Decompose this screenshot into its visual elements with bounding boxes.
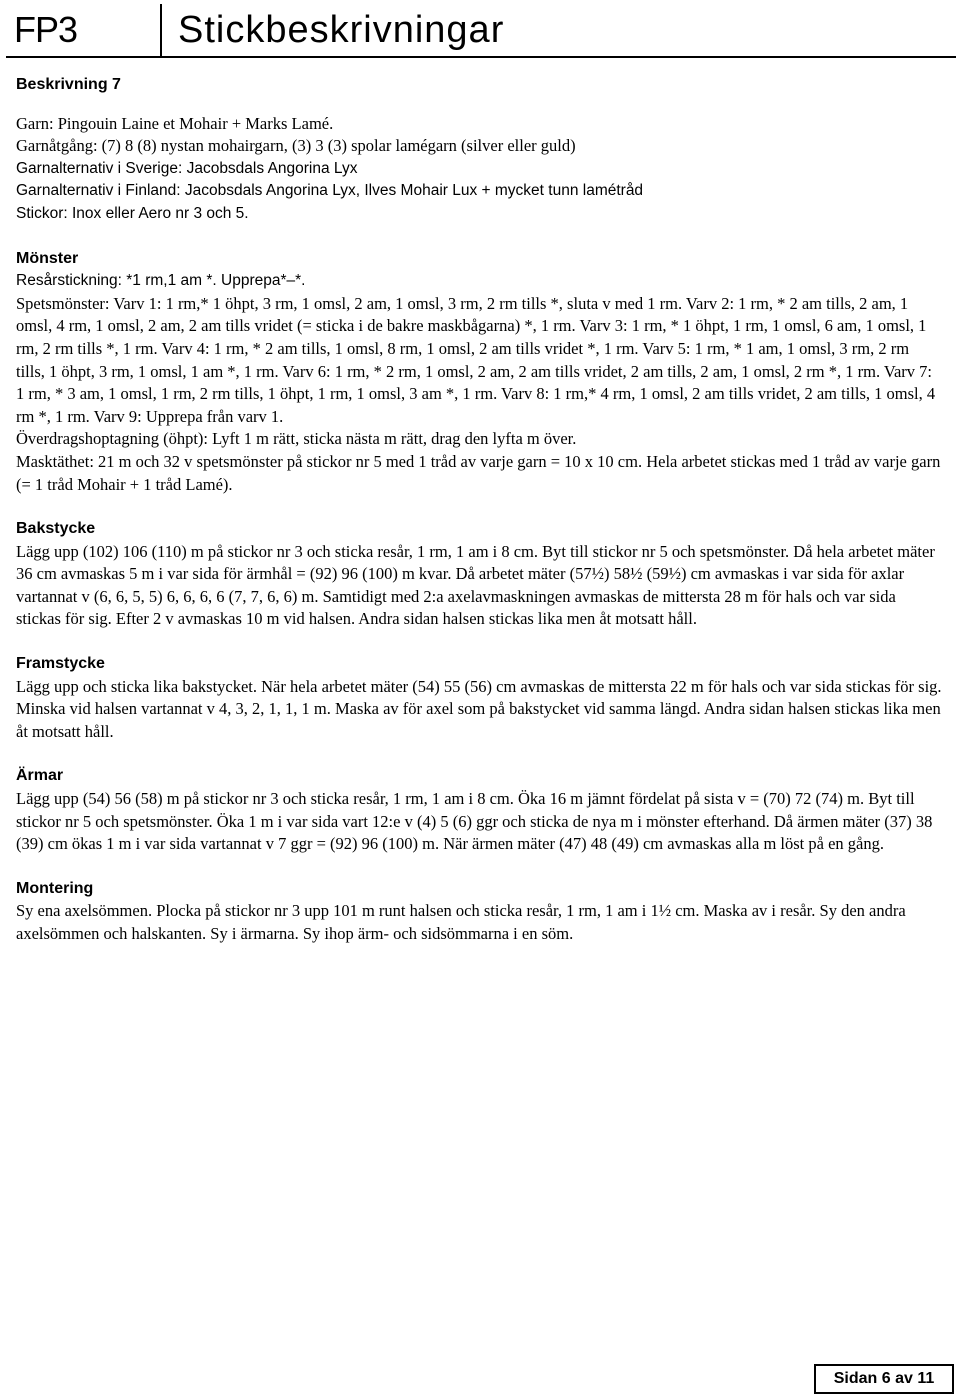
page-number: Sidan 6 av 11 (814, 1364, 954, 1394)
back-heading: Bakstycke (16, 520, 96, 538)
front-heading: Framstycke (16, 655, 105, 673)
description-section (16, 74, 942, 226)
page-title: Stickbeskrivningar (178, 9, 505, 51)
assembly-text: Sy ena axelsömmen. Plocka på stickor nr 3 upp 101 m runt halsen och sticka resår, 1 rm, 1 am i 1½ cm. Maska av i resår. Sy den andra axelsömmen och halskanten. Sy i ärmarna. Sy ihop ärm- och sidsömmarna i en söm. (16, 901, 906, 943)
gauge-text: Masktäthet: 21 m och 32 v spetsmönster på stickor nr 5 med 1 tråd av varje garn = 10 x 10 cm. Hela arbetet stickas med 1 tråd av varje garn (= 1 tråd Mohair + 1 tråd Lamé). (16, 451, 941, 494)
assembly-section (16, 878, 942, 946)
yarn-alt-sweden-line: Garnalternativ i Sverige: Jacobsdals Angorina Lyx (16, 159, 358, 177)
back-text: Lägg upp (102) 106 (110) m på stickor nr 3 och sticka resår, 1 rm, 1 am i 8 cm. Byt till stickor nr 5 och spetsmönster. Då hela arbetet mäter 36 cm avmaskas 5 m i var sida för ärmhål = (92) 96 (100) m kvar. Då arbetet mäter (57½) 58½ (59½) cm avmaskas i var sida för axlar vartannat v (6, 6, 5, 5) 6, 6, 6, 6 (7, 7, 6, 6) m. Samtidigt med 2:a axelavmaskningen avmaskas de mittersta 28 m för hals och var sida stickas för sig. Efter 2 v avmaskas 10 m vid halsen. Andra sidan halsen stickas lika men åt motsatt håll. (16, 541, 935, 629)
decrease-definition-text: Överdragshoptagning (öhpt): Lyft 1 m rätt, sticka nästa m rätt, drag den lyfta m över. (16, 429, 577, 449)
lace-pattern-text: Spetsmönster: Varv 1: 1 rm,* 1 öhpt, 3 rm, 1 omsl, 2 am, 1 omsl, 3 rm, 2 rm tills *, sluta v med 1 rm. Varv 2: 1 rm, * 2 am tills, 2 am, 1 omsl, 4 rm, 1 omsl, 2 am, 2 am tills vridet (= sticka i de bakre maskbågarna) *, 1 rm. Varv 3: 1 rm, * 1 öhpt, 1 rm, 1 omsl, 6 am, 1 omsl, 1 rm, 2 rm tills *, 1 rm. Varv 4: 1 rm, * 2 am tills, 1 omsl, 8 rm, 1 omsl, 2 am tills vridet *, 1 rm. Varv 5: 1 rm, * 1 am, 1 omsl, 3 rm, 2 rm tills, 1 öhpt, 3 rm, 1 omsl, 1 am *, 1 rm. Varv 6: 1 rm, * 2 rm, 1 omsl, 2 am, 2 am tills vridet, 2 am tills, 2 am, 1 omsl, 2 rm *, 1 rm. Varv 7: 1 rm, * 3 am, 1 omsl, 1 rm, 2 rm tills, 1 öhpt, 1 rm, 1 omsl, 3 am *, 1 rm. Varv 8: 1 rm,* 4 rm, 1 omsl, 2 am tills vridet, 2 am tills, 1 omsl, 4 rm *, 1 rm. Varv 9: Upprepa från varv 1. (16, 293, 936, 426)
pattern-section (16, 248, 942, 497)
pattern-heading: Mönster (16, 249, 79, 267)
yarn-line: Garn: Pingouin Laine et Mohair + Marks Lamé. (16, 113, 334, 133)
header-rule (6, 56, 956, 58)
sleeves-text: Lägg upp (54) 56 (58) m på stickor nr 3 och sticka resår, 1 rm, 1 am i 8 cm. Öka 16 m jämnt fördelat på sista v = (70) 72 (74) m. Byt till stickor nr 5 och spetsmönster. Öka 1 m i var sida vart 12:e v (4) 5 (6) ggr och sticka de nya m i mönster efterhand. Då ärmen mäter (37) 38 (39) cm ökas 1 m i var sida vartannat v 7 ggr = (92) 96 (100) m. När ärmen mäter (47) 48 (49) cm avmaskas alla m löst på en gång. (16, 789, 933, 854)
back-section (16, 518, 942, 631)
front-text: Lägg upp och sticka lika bakstycket. När hela arbetet mäter (54) 55 (56) cm avmaskas de mittersta 22 m för hals och var sida stickas för sig. Minska vid halsen vartannat v 4, 3, 2, 1, 1, 1 m. Maska av för axel som på bakstycket vid samma längd. Andra sidan halsen stickas lika men åt motsatt håll. (16, 676, 942, 741)
front-section (16, 653, 942, 743)
assembly-heading: Montering (16, 879, 94, 897)
yarn-alt-finland-line: Garnalternativ i Finland: Jacobsdals Angorina Lyx, Ilves Mohair Lux + mycket tunn lamétråd (16, 182, 644, 200)
sleeves-section (16, 765, 942, 855)
sleeves-heading: Ärmar (16, 767, 64, 785)
document-body (16, 74, 942, 946)
header-code: FP3 (6, 4, 162, 56)
needles-line: Stickor: Inox eller Aero nr 3 och 5. (16, 204, 249, 222)
description-heading: Beskrivning 7 (16, 76, 121, 93)
yarn-amount-line: Garnåtgång: (7) 8 (8) nystan mohairgarn, (3) 3 (3) spolar lamégarn (silver eller guld) (16, 136, 576, 156)
rib-stitch-text: Resårstickning: *1 rm,1 am *. Upprepa*–*. (16, 272, 306, 290)
